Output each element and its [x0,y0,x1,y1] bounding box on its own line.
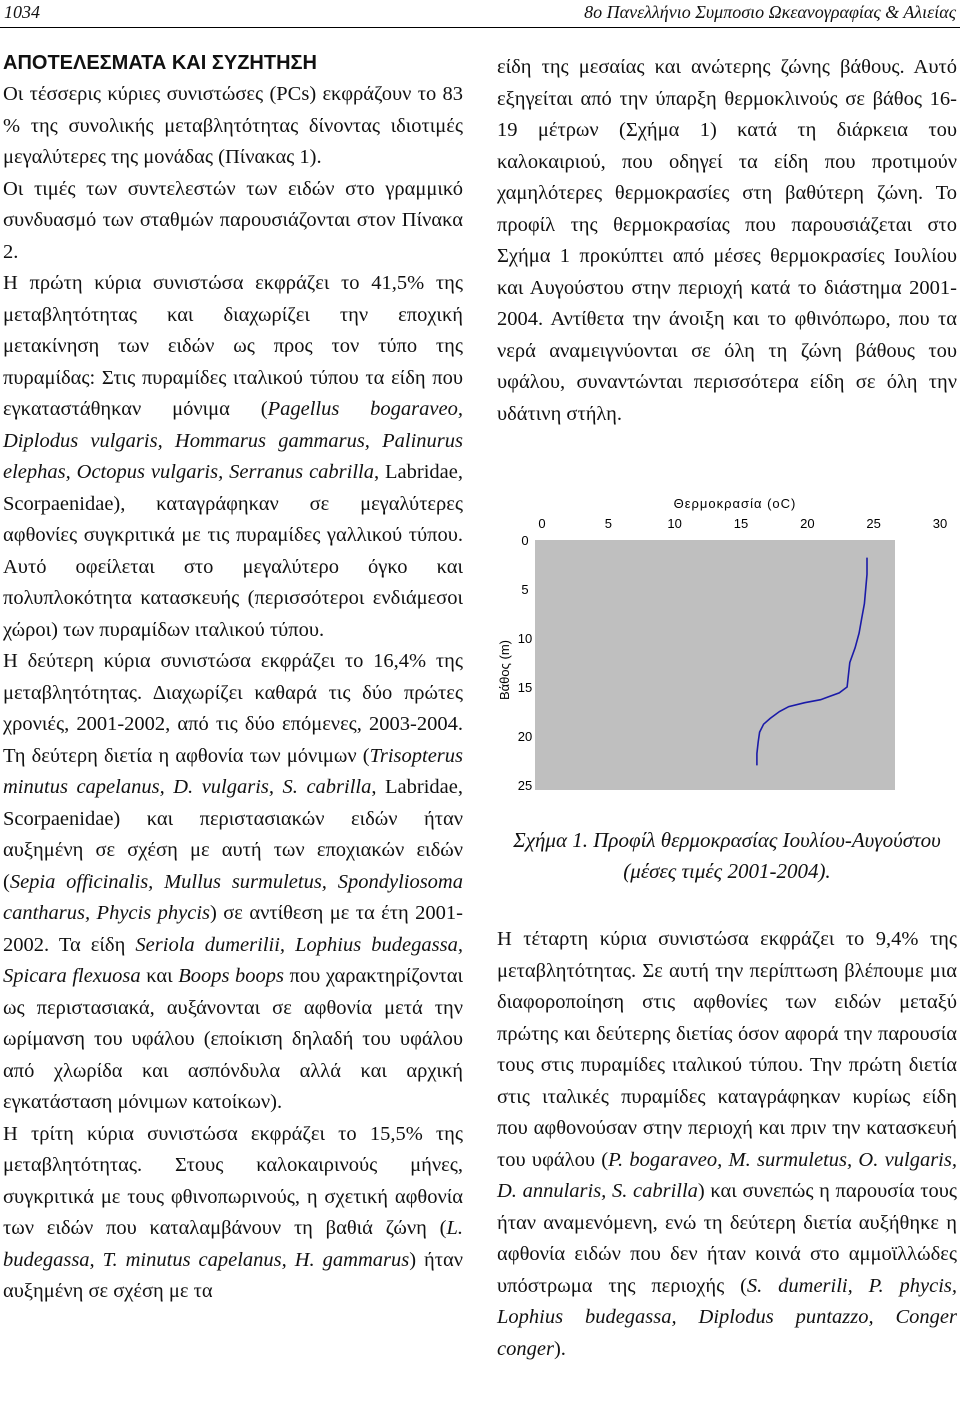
chart-svg [495,488,957,808]
x-tick-label: 25 [866,516,881,531]
page-number: 1034 [4,2,40,22]
section-title: ΑΠΟΤΕΛΕΣΜΑΤΑ ΚΑΙ ΣΥΖΗΤΗΣΗ [3,52,317,74]
x-tick-label: 0 [538,516,546,531]
y-tick-label: 25 [517,778,533,793]
species-names: Boops boops [178,965,284,987]
text-run: Η πρώτη κύρια συνιστώσα εκφράζει το 41,5% της μεταβλητότητας και διαχωρίζει την εποχική μετακίνηση των ειδών ως προς τον τύπο της πυραμίδας: Στις πυραμίδες ιταλικού τύπου τα είδη που εγκαταστάθηκαν μόνιμα ( [3,272,463,420]
species-names: Trisopterus minutus capelanus, D. vulgaris, S. cabrilla [3,744,463,798]
paragraph [497,924,957,1365]
text-run: Η τέταρτη κύρια συνιστώσα εκφράζει το 9,4% της μεταβλητότητας. Σε αυτή την περίπτωση βλέπουμε μια διαφοροποίηση στις αφθονίες των ειδών μεταξύ πρώτης και δεύτερης διετίας όσον αφορά την παρουσία τους στις πυραμίδες ιταλικού τύπου. Την πρώτη διετία στις ιταλικές πυραμίδες καταγράφηκαν κυρίως είδη που αφθονούσαν στην περιοχή και πριν την κατασκευή του υφάλου ( [497,928,957,1171]
text-run: που χαρακτηρίζονται ως περιστασιακά, αυξάνονται σε αφθονία μετά την ωρίμανση του υφάλου (εποίκιση δηλαδή του υφάλου από χλωρίδα και ασπόνδυλα αλλά και αρχική εγκατάσταση μόνιμων κατοίκων). [3,965,463,1113]
paragraph [3,1119,463,1308]
species-names: S. dumerili, P. phycis, Lophius budegassa, Diplodus puntazzo, Conger conger [497,1274,957,1360]
paragraph: είδη της μεσαίας και ανώτερης ζώνης βάθους. Αυτό εξηγείται από την ύπαρξη θερμοκλινούς σε βάθος 16-19 μέτρων (Σχήμα 1) κατά τη διάρκεια του καλοκαιριού, που οδηγεί τα είδη που προτιμούν χαμηλότερες θερμοκρασίες στη βαθύτερη ζώνη. Το προφίλ της θερμοκρασίας που παρουσιάζεται στο Σχήμα 1 προκύπτει από μέσες θερμοκρασίες Ιουλίου και Αυγούστου στην περιοχή κατά το διάστημα 2001-2004. Αντίθετα την άνοιξη και το φθινόπωρο, που τα νερά αναμειγνύονται σε όλη τη ζώνη βάθους του υφάλου, συναντώνται περισσότερα είδη σε όλη την υδάτινη στήλη. [497,56,957,425]
y-tick-label: 20 [517,729,533,744]
text-run: ) σε αντίθεση με τα έτη 2001-2002. Τα είδη [3,902,463,956]
text-run: ) ήταν αυξημένη σε σχέση με τα [3,1248,463,1302]
species-names: Sepia officinalis, Mullus surmuletus, Spondyliosoma cantharus, Phycis phycis [3,870,463,924]
species-names: P. bogaraveo, M. surmuletus, O. vulgaris, D. annularis, S. cabrilla [497,1148,957,1202]
text-run: ). [553,1337,566,1360]
x-tick-label: 30 [932,516,948,531]
text-run: Η τρίτη κύρια συνιστώσα εκφράζει το 15,5% της μεταβλητότητας. Στους καλοκαιρινούς μήνες, συγκριτικά με τους φθινοπωρινούς, η σχετική αφθονία των ειδών που καταλαμβάνουν τη βαθιά ζώνη ( [3,1122,463,1239]
text-run: , Labridae, Scorpaenidae) και περιστασιακών ειδών ήταν αυξημένη σε σχέση με αυτή των εποχιακών ειδών ( [3,776,463,893]
chart-title: Θερμοκρασία (oC) [673,496,797,511]
x-tick-label: 15 [733,516,749,531]
paragraph: Οι τιμές των συντελεστών των ειδών στο γραμμικό συνδυασμό των σταθμών παρουσιάζονται στον Πίνακα 2. [3,177,463,263]
species-names: L. budegassa, T. minutus capelanus, H. gammarus [3,1217,463,1271]
x-tick-label: 20 [800,516,815,531]
y-tick-label: 0 [521,533,529,548]
temperature-profile-chart [495,488,957,808]
paragraph: Οι τέσσερις κύριες συνιστώσες (PCs) εκφράζουν το 83 % της συνολικής μεταβλητότητας δίνοντας ιδιοτιμές μεγαλύτερες της μονάδας (Πίνακας 1). [3,83,463,168]
paragraph [3,268,463,646]
y-tick-label: 10 [517,631,533,646]
running-header: 8ο Πανελλήνιο Συμποσιο Ωκεανογραφίας & Αλιείας [584,2,956,22]
right-column-lower [497,924,957,1365]
figure-caption: Σχήμα 1. Προφίλ θερμοκρασίας Ιουλίου-Αυγούστου (μέσες τιμές 2001-2004). [513,828,941,883]
left-column [3,48,463,1308]
text-run: και [140,965,179,987]
x-tick-label: 5 [604,516,612,531]
species-names: Seriola dumerilii, Lophius budegassa, Spicara flexuosa [3,933,463,987]
species-names: Pagellus bogaraveo, Diplodus vulgaris, Hommarus gammarus, Palinurus elephas, Octopus vulgaris, Serranus cabrilla [3,398,463,483]
paragraph [3,646,463,1119]
plot-area [535,540,895,790]
text-run: ) και συνεπώς η παρουσία τους ήταν αναμενόμενη, ενώ τη δεύτερη διετία αυξήθηκε η αφθονία ειδών που δεν ήταν κοινά στο αμμοϊλλώδες υπόστρωμα της περιοχής ( [497,1180,957,1297]
y-tick-label: 15 [517,680,533,695]
x-tick-label: 10 [667,516,682,531]
text-run: Η δεύτερη κύρια συνιστώσα εκφράζει το 16,4% της μεταβλητότητας. Διαχωρίζει καθαρά τις δύο πρώτες χρονιές, 2001-2002, από τις δύο επόμενες, 2003-2004. Τη δεύτερη διετία η αφθονία των μόνιμων ( [3,650,463,767]
text-run: , Labridae, Scorpaenidae), καταγράφηκαν σε μεγαλύτερες αφθονίες συγκριτικά με τις πυραμίδες γαλλικού τύπου. Αυτό οφείλεται στο μεγαλύτερο όγκο και πολυπλοκότητα κατασκευής (περισσότεροι ενδιάμεσοι χώροι) των πυραμίδων ιταλικού τύπου. [3,461,464,641]
y-tick-label: 5 [521,582,529,597]
right-column [497,52,957,430]
y-axis-label: Βάθος (m) [497,639,512,701]
header-rule [0,27,960,28]
